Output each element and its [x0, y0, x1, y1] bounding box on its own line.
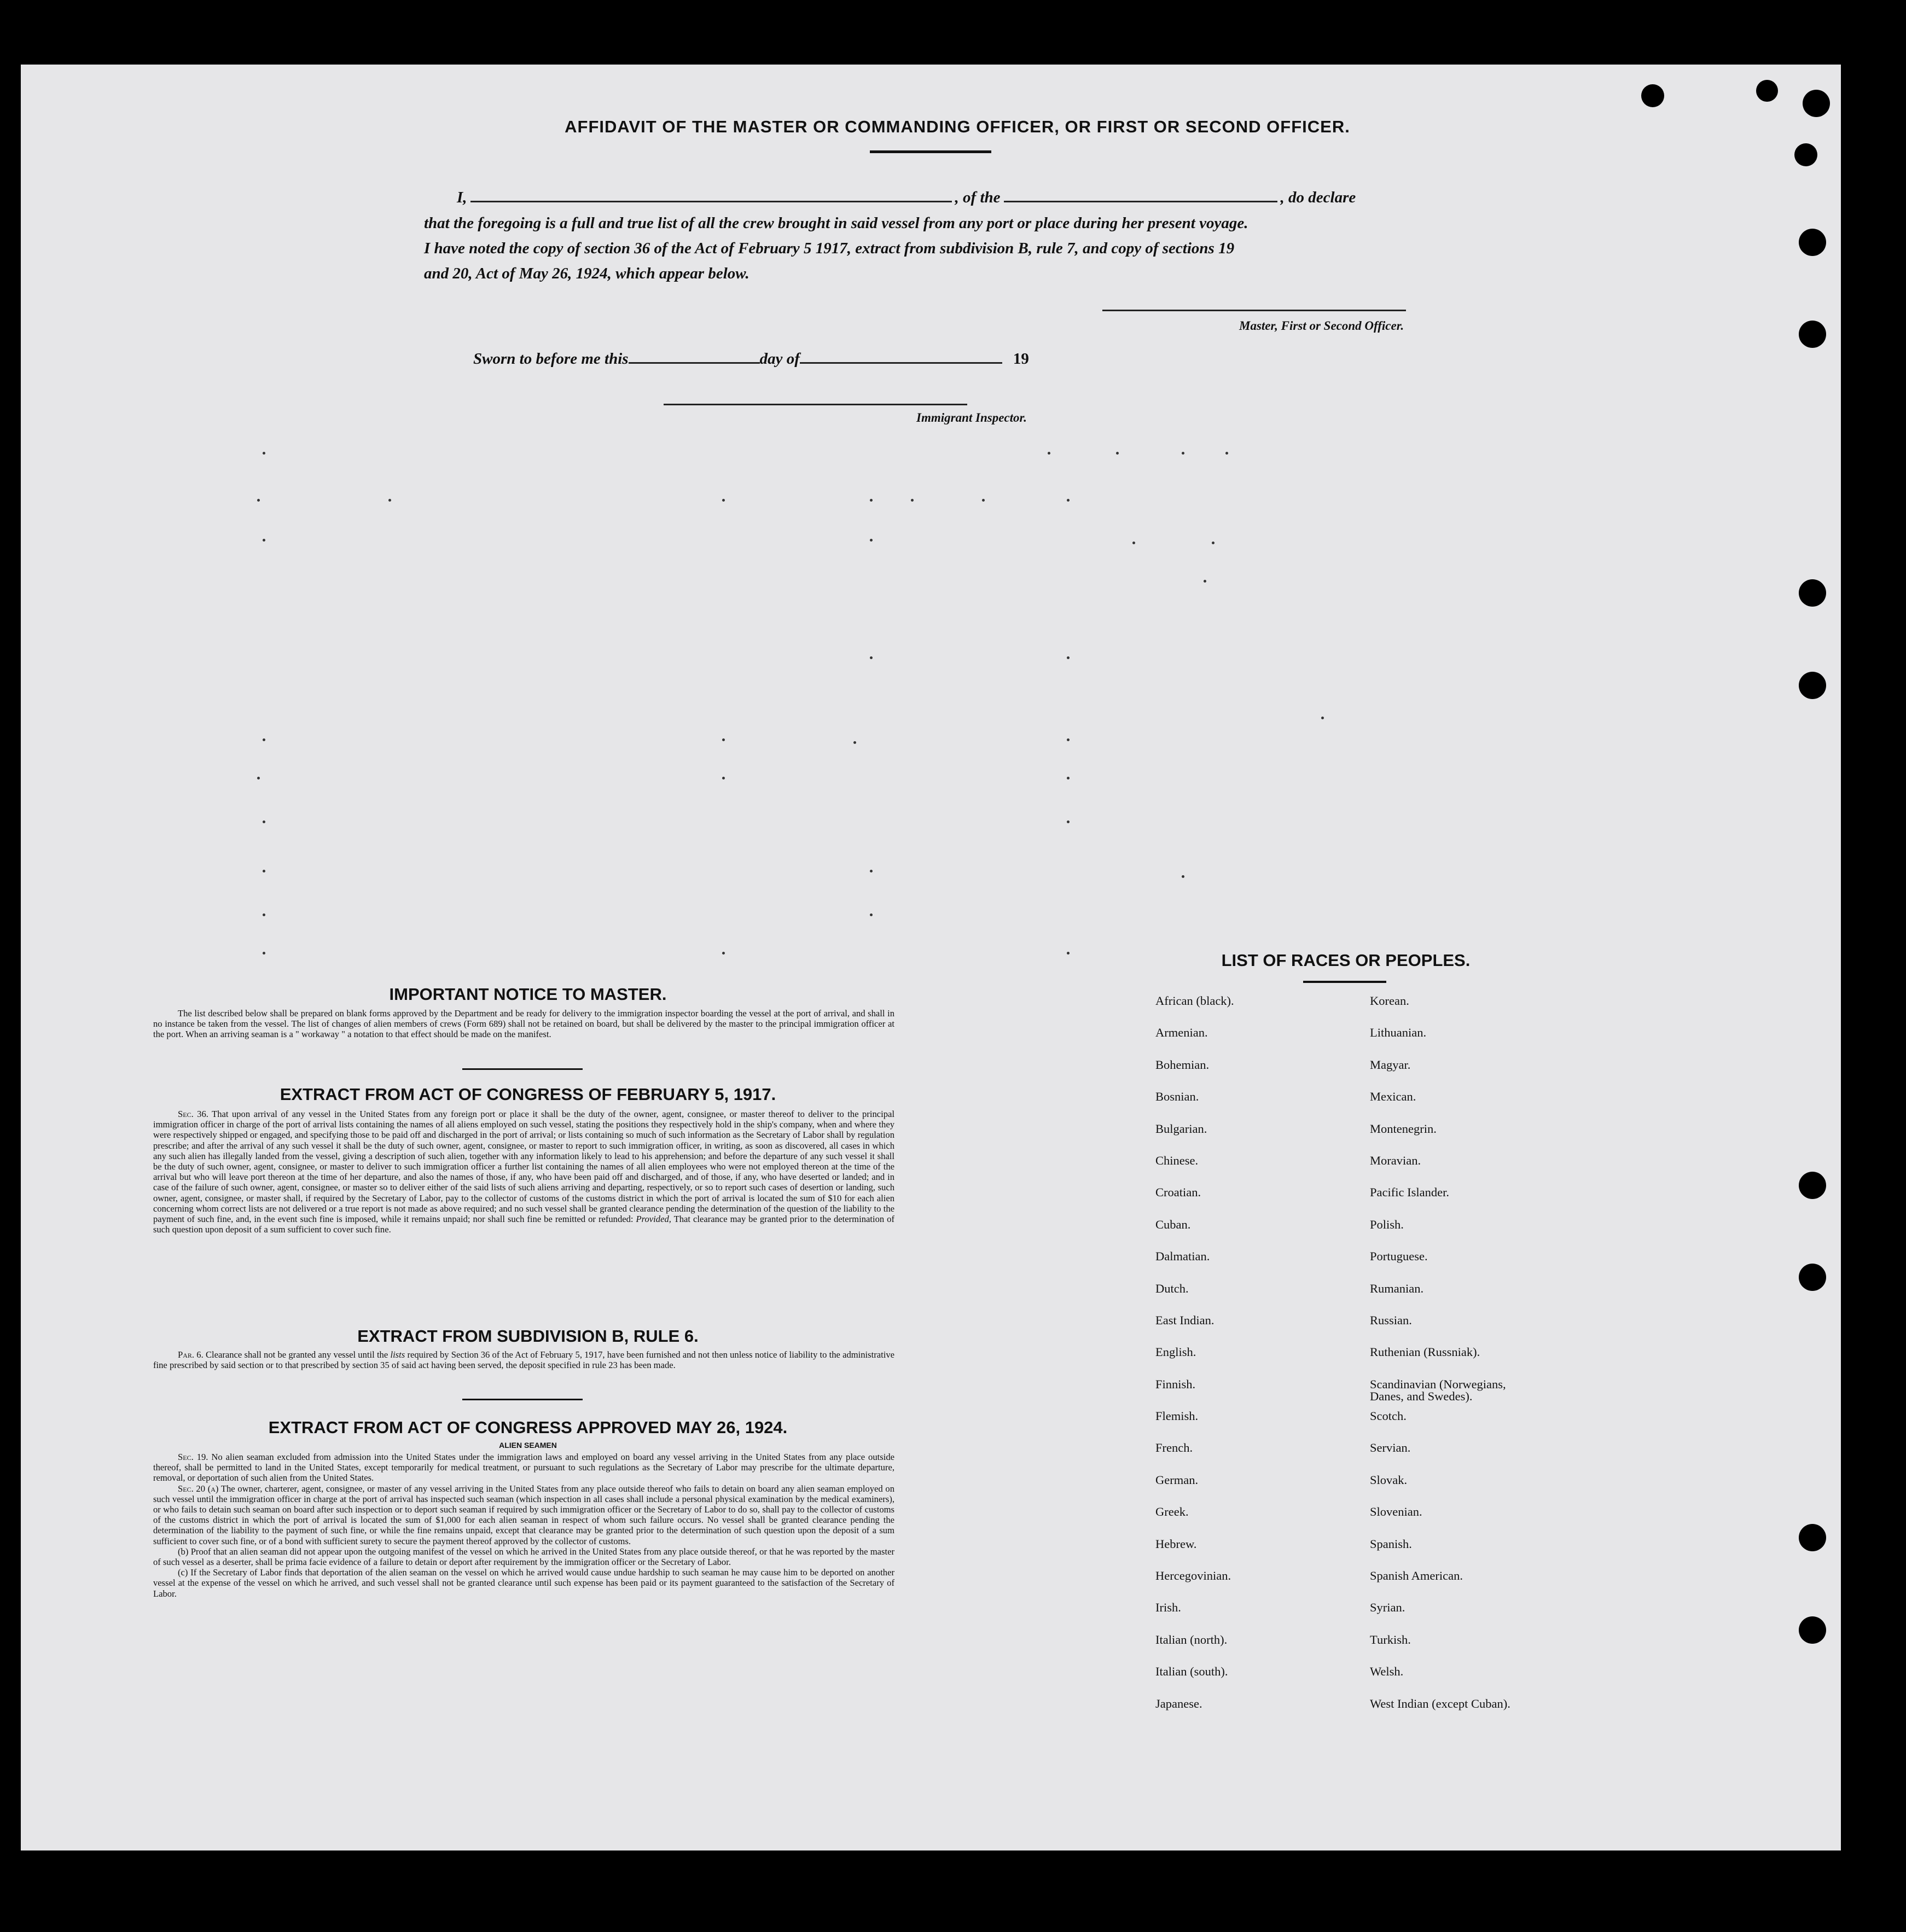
act-1924-title: EXTRACT FROM ACT OF CONGRESS APPROVED MAY 26, 1924.: [268, 1418, 788, 1437]
affidavit-line-3: I have noted the copy of section 36 of the Act of February 5 1917, extract from subdivision B, rule 7, and copy of sections 19: [424, 240, 1235, 257]
act-1924-subtitle: ALIEN SEAMEN: [499, 1441, 557, 1450]
inspector-signature-label: Immigrant Inspector.: [916, 411, 1027, 424]
binder-hole: [1799, 579, 1826, 607]
divider: [870, 150, 991, 153]
race-item: Ruthenian (Russniak).: [1370, 1345, 1480, 1359]
sworn-line: Sworn to before me this day of 19: [473, 350, 1029, 368]
act-1924-text: Sec. 19. No alien seaman excluded from admission into the United States under the immigration laws and employed on board any vessel arriving in the United States from any place outside thereof, shall be permitted to land in the United States, except temporarily for medical treatment, or pursuant to such regulations as the Secretary of Labor may prescribe for the ultimate departure, removal, or deportation of such alien from the United States. Sec. 20 (a) The owner, charterer, agent, consignee, or master of any vessel arriving in the United States from any place outside thereof who fails to detain on board any alien seaman employed on such vessel until the immigration officer in charge at the port of arrival has inspected such seaman (which inspection in all cases shall include a personal physical examination by the medical examiners), or who fails to detain such seaman on board after such inspection or to deport such seaman if required by such immigration officer or the Secretary of Labor to do so, shall pay to the collector of customs of the customs district in which the port of arrival is located the sum of $1,000 for each alien seaman in respect of whom such failure occurs. No vessel shall be granted clearance pending the determination of the liability to the payment of such fine, or while the fine remains unpaid, except that clearance may be granted prior to the determination of such question upon the deposit of a sum sufficient to cover such fine, or of a bond with sufficient surety to secure the payment thereof approved by the collector of customs. (b) Proof that an alien seaman did not appear upon the outgoing manifest of the vessel on which he arrived in the United States from any place outside thereof, or that he was reported by the master of such vessel as a deserter, shall be prima facie evidence of a failure to detain or deport after requirement by the immigration officer or the Secretary of Labor. (c) If the Secretary of Labor finds that deportation of the alien seaman on the vessel on which he arrived would cause undue hardship to such seaman he may cause him to be deported on another vessel at the expense of the vessel on which he arrived, and such vessel shall not be granted clearance until such expense has been paid or its payment guaranteed to the satisfaction of the Secretary of Labor.: [153, 1452, 894, 1599]
affidavit-line-4: and 20, Act of May 26, 1924, which appear below.: [424, 265, 749, 282]
binder-hole: [1756, 80, 1778, 102]
race-item: Dutch.: [1155, 1281, 1189, 1295]
act-1917-text: Sec. 36. That upon arrival of any vessel in the United States from any foreign port or place it shall be the duty of the owner, agent, consignee, or master thereof to deliver to the principal immigration officer in charge of the port of arrival lists containing the names of all aliens employed on such vessel, stating the positions they respectively hold in the ship's company, when and where they were respectively shipped or engaged, and specifying those to be paid off and discharged in the port of arrival; or lists containing so much of such information as the Secretary of Labor shall by regulation prescribe; and after the arrival of any such vessel it shall be the duty of such owner, agent, consignee, or master to report to such immigration officer, in writing, as soon as discovered, all cases in which any such alien has illegally landed from the vessel, giving a description of such alien, together with any information likely to lead to his apprehension; and before the departure of any such vessel it shall be the duty of such owner, agent, consignee, or master to deliver to such immigration officer a further list containing the names of all alien employees who were not employed thereon at the time of the arrival but who will leave port thereon at the time of her departure, and also the names of those, if any, who have been paid off and discharged, and of those, if any, who have deserted or landed; and in case of the failure of such owner, agent, consignee, or master so to deliver either of the said lists of such aliens arriving and departing, respectively, or so to report such cases of desertion or landing, such owner, agent, consignee, or master shall, if required by the Secretary of Labor, pay to the collector of customs of the customs district in which the port of arrival is located the sum of $10 for each alien concerning whom correct lists are not delivered or a true report is not made as above required; and no such vessel shall be granted clearance pending the determination of the question of the liability to the payment of such fine, and, in the event such fine is imposed, while it remains unpaid; nor shall such fine be remitted or refunded: Provided, That clearance may be granted prior to the determination of such question upon deposit of a sum sufficient to cover such fine.: [153, 1109, 894, 1235]
race-item: Slovenian.: [1370, 1505, 1422, 1519]
month-field[interactable]: [800, 362, 1002, 364]
race-item: Irish.: [1155, 1601, 1181, 1615]
notice-title: IMPORTANT NOTICE TO MASTER.: [389, 985, 667, 1004]
binder-hole: [1799, 1524, 1826, 1551]
race-item: Mexican.: [1370, 1090, 1416, 1104]
notice-text: The list described below shall be prepared on blank forms approved by the Department and be ready for delivery to the immigration inspector boarding the vessel at the port of arrival, and shall in no instance be taken from the vessel. The list of changes of alien members of crews (Form 689) shall not be retained on board, but shall be delivered by the master to the principal immigration officer at the port. When an arriving seaman is a " workaway " a notation to that effect should be made on the manifest.: [153, 1008, 894, 1040]
divider: [462, 1399, 583, 1400]
race-item: Slovak.: [1370, 1473, 1408, 1487]
binder-hole: [1803, 90, 1830, 117]
race-item: Spanish.: [1370, 1537, 1412, 1551]
race-item: Montenegrin.: [1370, 1121, 1437, 1136]
race-item: East Indian.: [1155, 1313, 1215, 1327]
race-item: Polish.: [1370, 1217, 1404, 1231]
race-item: Portuguese.: [1370, 1249, 1428, 1264]
master-signature-line[interactable]: [1102, 310, 1406, 311]
race-item: English.: [1155, 1345, 1196, 1359]
race-item: Korean.: [1370, 994, 1409, 1008]
affidavit-line-2: that the foregoing is a full and true list of all the crew brought in said vessel from any port or place during her present voyage.: [424, 214, 1248, 232]
race-item: Bosnian.: [1155, 1090, 1199, 1104]
binder-hole: [1799, 672, 1826, 699]
binder-hole: [1641, 84, 1664, 107]
divider: [462, 1068, 583, 1070]
race-item: Scandinavian (Norwegians, Danes, and Swedes).: [1370, 1377, 1506, 1403]
race-item: Rumanian.: [1370, 1281, 1424, 1295]
race-item: Bohemian.: [1155, 1057, 1210, 1072]
race-item: Pacific Islander.: [1370, 1185, 1449, 1200]
race-item: Servian.: [1370, 1441, 1411, 1455]
master-signature-label: Master, First or Second Officer.: [1239, 319, 1404, 333]
race-item: Croatian.: [1155, 1185, 1201, 1200]
race-item: French.: [1155, 1441, 1193, 1455]
race-item: Cuban.: [1155, 1217, 1191, 1231]
race-item: Hebrew.: [1155, 1537, 1197, 1551]
binder-hole: [1799, 1616, 1826, 1644]
affidavit-line-1: I, , of the , do declare: [457, 189, 1356, 206]
race-item: Scotch.: [1370, 1409, 1407, 1423]
inspector-signature-line[interactable]: [664, 404, 967, 405]
race-item: Bulgarian.: [1155, 1121, 1207, 1136]
race-item: Armenian.: [1155, 1026, 1208, 1040]
race-item: Chinese.: [1155, 1153, 1199, 1167]
binder-hole: [1799, 1172, 1826, 1199]
race-item: Dalmatian.: [1155, 1249, 1210, 1264]
race-item: Spanish American.: [1370, 1569, 1463, 1583]
race-item: Hercegovinian.: [1155, 1569, 1231, 1583]
races-title: LIST OF RACES OR PEOPLES.: [1221, 951, 1471, 970]
race-item: Turkish.: [1370, 1632, 1411, 1646]
race-item: Italian (south).: [1155, 1665, 1228, 1679]
binder-hole: [1794, 143, 1817, 166]
affidavit-title: AFFIDAVIT OF THE MASTER OR COMMANDING OFFICER, OR FIRST OR SECOND OFFICER.: [565, 117, 1350, 136]
binder-hole: [1799, 321, 1826, 348]
race-item: Finnish.: [1155, 1377, 1196, 1391]
race-item: Russian.: [1370, 1313, 1412, 1327]
rule-6-text: Par. 6. Clearance shall not be granted any vessel until the lists required by Section 36 of the Act of February 5, 1917, have been furnished and not then unless notice of liability to the administrative fine prescribed by said section or to that prescribed by section 35 of said act having been served, the deposit specified in rule 23 has been made.: [153, 1349, 895, 1371]
binder-hole: [1799, 1264, 1826, 1291]
race-item: Italian (north).: [1155, 1632, 1228, 1646]
race-item: Flemish.: [1155, 1409, 1199, 1423]
race-item: Moravian.: [1370, 1153, 1421, 1167]
race-item: West Indian (except Cuban).: [1370, 1696, 1510, 1710]
divider: [1303, 981, 1386, 983]
race-item: African (black).: [1155, 994, 1234, 1008]
race-item: Welsh.: [1370, 1665, 1404, 1679]
vessel-field[interactable]: [1004, 201, 1277, 202]
race-item: Japanese.: [1155, 1696, 1202, 1710]
name-field[interactable]: [470, 201, 952, 202]
race-item: Magyar.: [1370, 1057, 1411, 1072]
binder-hole: [1799, 229, 1826, 256]
day-field[interactable]: [629, 362, 760, 364]
race-item: Syrian.: [1370, 1601, 1405, 1615]
races-list: [1155, 995, 1593, 1730]
race-item: Greek.: [1155, 1505, 1189, 1519]
act-1917-title: EXTRACT FROM ACT OF CONGRESS OF FEBRUARY 5, 1917.: [280, 1085, 776, 1104]
race-item: Lithuanian.: [1370, 1026, 1427, 1040]
rule-6-title: EXTRACT FROM SUBDIVISION B, RULE 6.: [357, 1326, 699, 1346]
race-item: German.: [1155, 1473, 1199, 1487]
